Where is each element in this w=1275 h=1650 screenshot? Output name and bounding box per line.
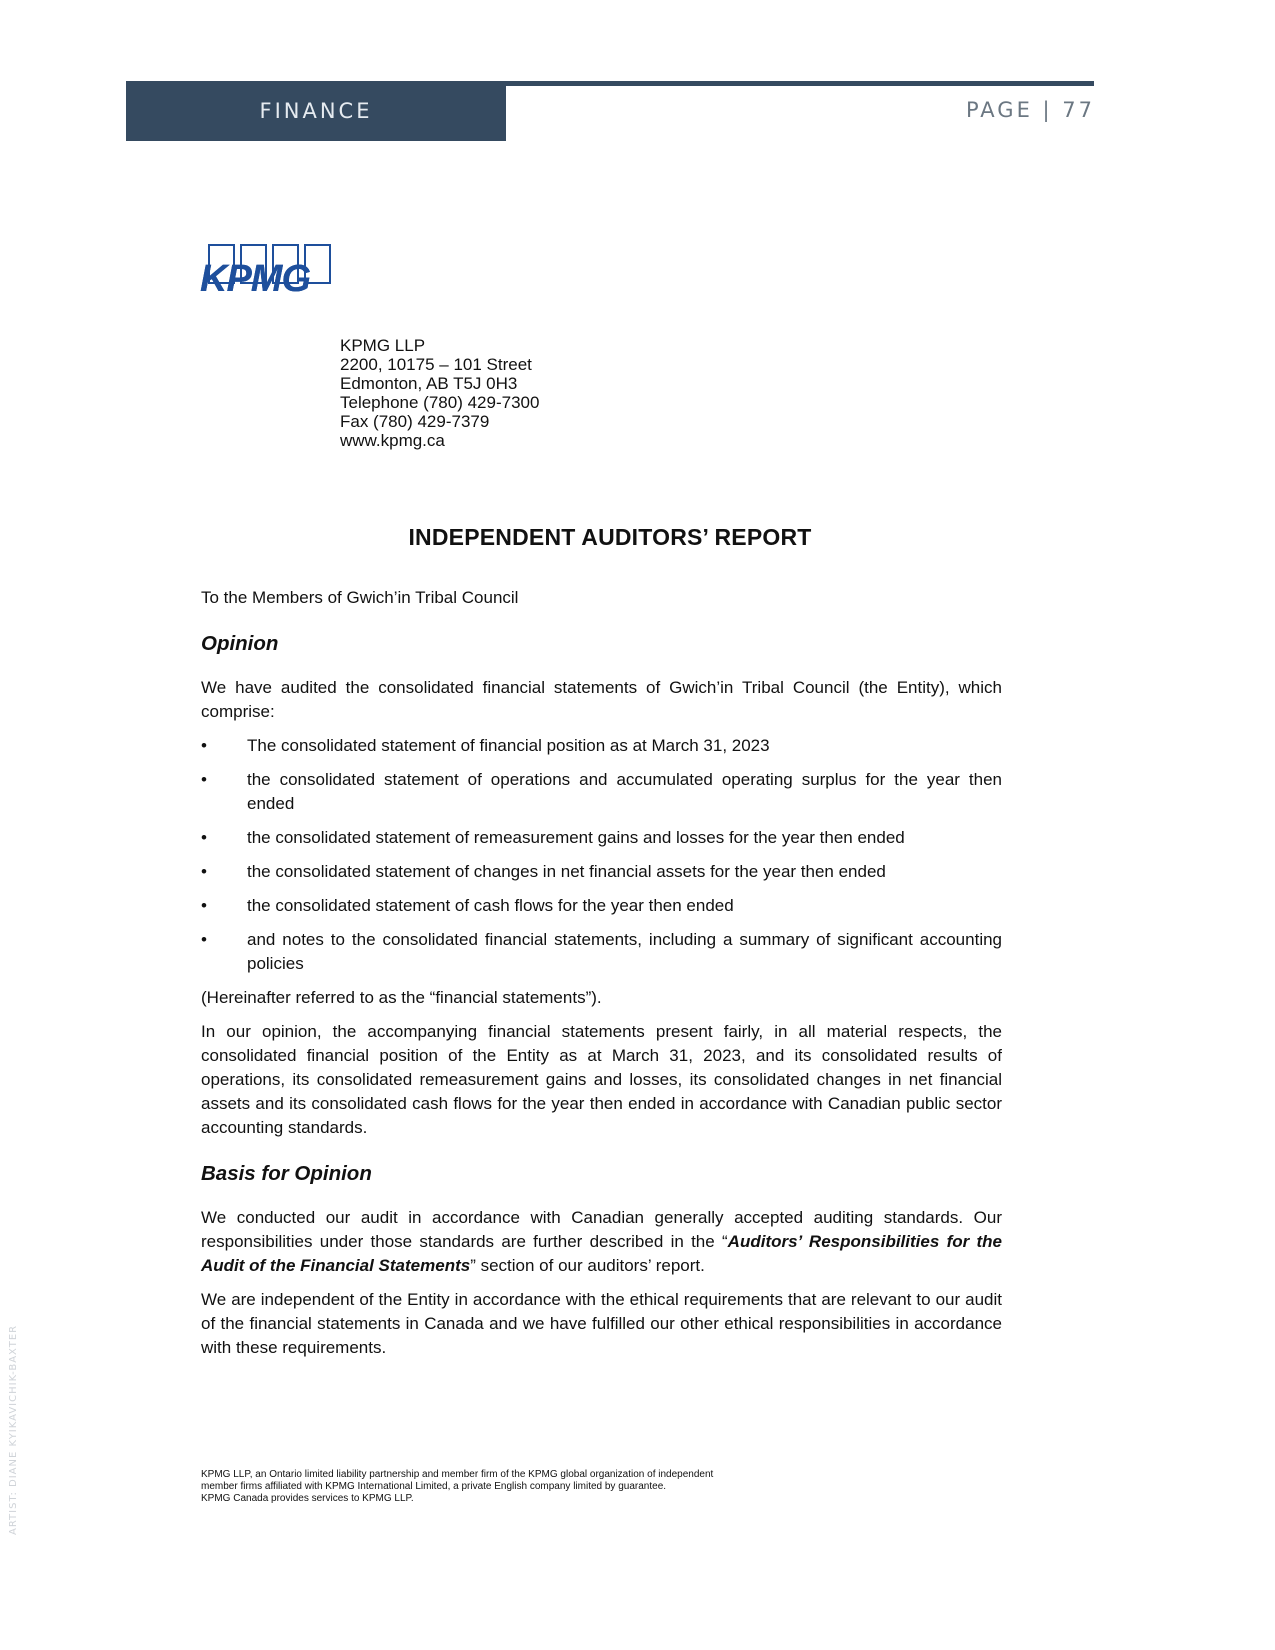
list-item: • The consolidated statement of financial position as at March 31, 2023 [201,734,1002,758]
basis-heading: Basis for Opinion [201,1162,372,1185]
report-body [201,586,1002,1370]
address-line: 2200, 10175 – 101 Street [340,355,532,374]
footer-line: KPMG Canada provides services to KPMG LLP. [201,1493,414,1504]
list-item: • and notes to the consolidated financial statements, including a summary of significant accounting policies [201,928,1002,976]
hereinafter-note: (Hereinafter referred to as the “financial statements”). [201,988,602,1007]
list-item: • the consolidated statement of cash flows for the year then ended [201,894,1002,918]
artist-credit: ARTIST: DIANE KYIKAVICHIK-BAXTER [8,1324,19,1535]
address-line: Telephone (780) 429-7300 [340,393,540,412]
footer-line: member firms affiliated with KPMG International Limited, a private English company limited by guarantee. [201,1481,667,1492]
address-line: Fax (780) 429-7379 [340,412,490,431]
list-item: • the consolidated statement of remeasurement gains and losses for the year then ended [201,826,1002,850]
basis-paragraph-1 [201,1206,1002,1278]
basis-paragraph-2: We are independent of the Entity in accordance with the ethical requirements that are relevant to our audit of the financial statements in Canada and we have fulfilled our other ethical responsibilities in accordance with these requirements. [201,1290,1002,1357]
basis-text-after: ” section of our auditors’ report. [470,1256,705,1275]
report-title: INDEPENDENT AUDITORS’ REPORT [408,524,812,550]
salutation: To the Members of Gwich’in Tribal Council [201,588,519,607]
kpmg-logo [200,244,338,302]
section-tab: FINANCE [126,81,506,141]
footer-line: KPMG LLP, an Ontario limited liability partnership and member firm of the KPMG global organization of independent [201,1469,714,1480]
footer-legal [201,1469,713,1505]
logo-wordmark: KPMG [200,258,310,300]
list-item: • the consolidated statement of changes in net financial assets for the year then ended [201,860,1002,884]
firm-address [340,336,539,450]
statements-list [201,734,1002,976]
opinion-intro: We have audited the consolidated financial statements of Gwich’in Tribal Council (the Entity), which comprise: [201,678,1002,721]
address-line: KPMG LLP [340,336,426,355]
opinion-paragraph: In our opinion, the accompanying financial statements present fairly, in all material respects, the consolidated financial position of the Entity as at March 31, 2023, and its consolidated results of operations, its consolidated remeasurement gains and losses, its consolidated changes in net financial assets and its consolidated cash flows for the year then ended in accordance with Canadian public sector accounting standards. [201,1022,1002,1137]
opinion-heading: Opinion [201,632,279,655]
list-item: • the consolidated statement of operations and accumulated operating surplus for the year then ended [201,768,1002,816]
basis-text-before: We conducted our audit in accordance with Canadian generally accepted auditing standards. Our responsibilities under those standards are further described in the “ [201,1208,1002,1251]
basis-emphasis: Auditors’ Responsibilities for the Audit of the Financial Statements [201,1232,1003,1275]
website-link[interactable]: www.kpmg.ca [340,431,445,450]
page-number: PAGE | 77 [965,98,1095,122]
address-line: Edmonton, AB T5J 0H3 [340,374,518,393]
